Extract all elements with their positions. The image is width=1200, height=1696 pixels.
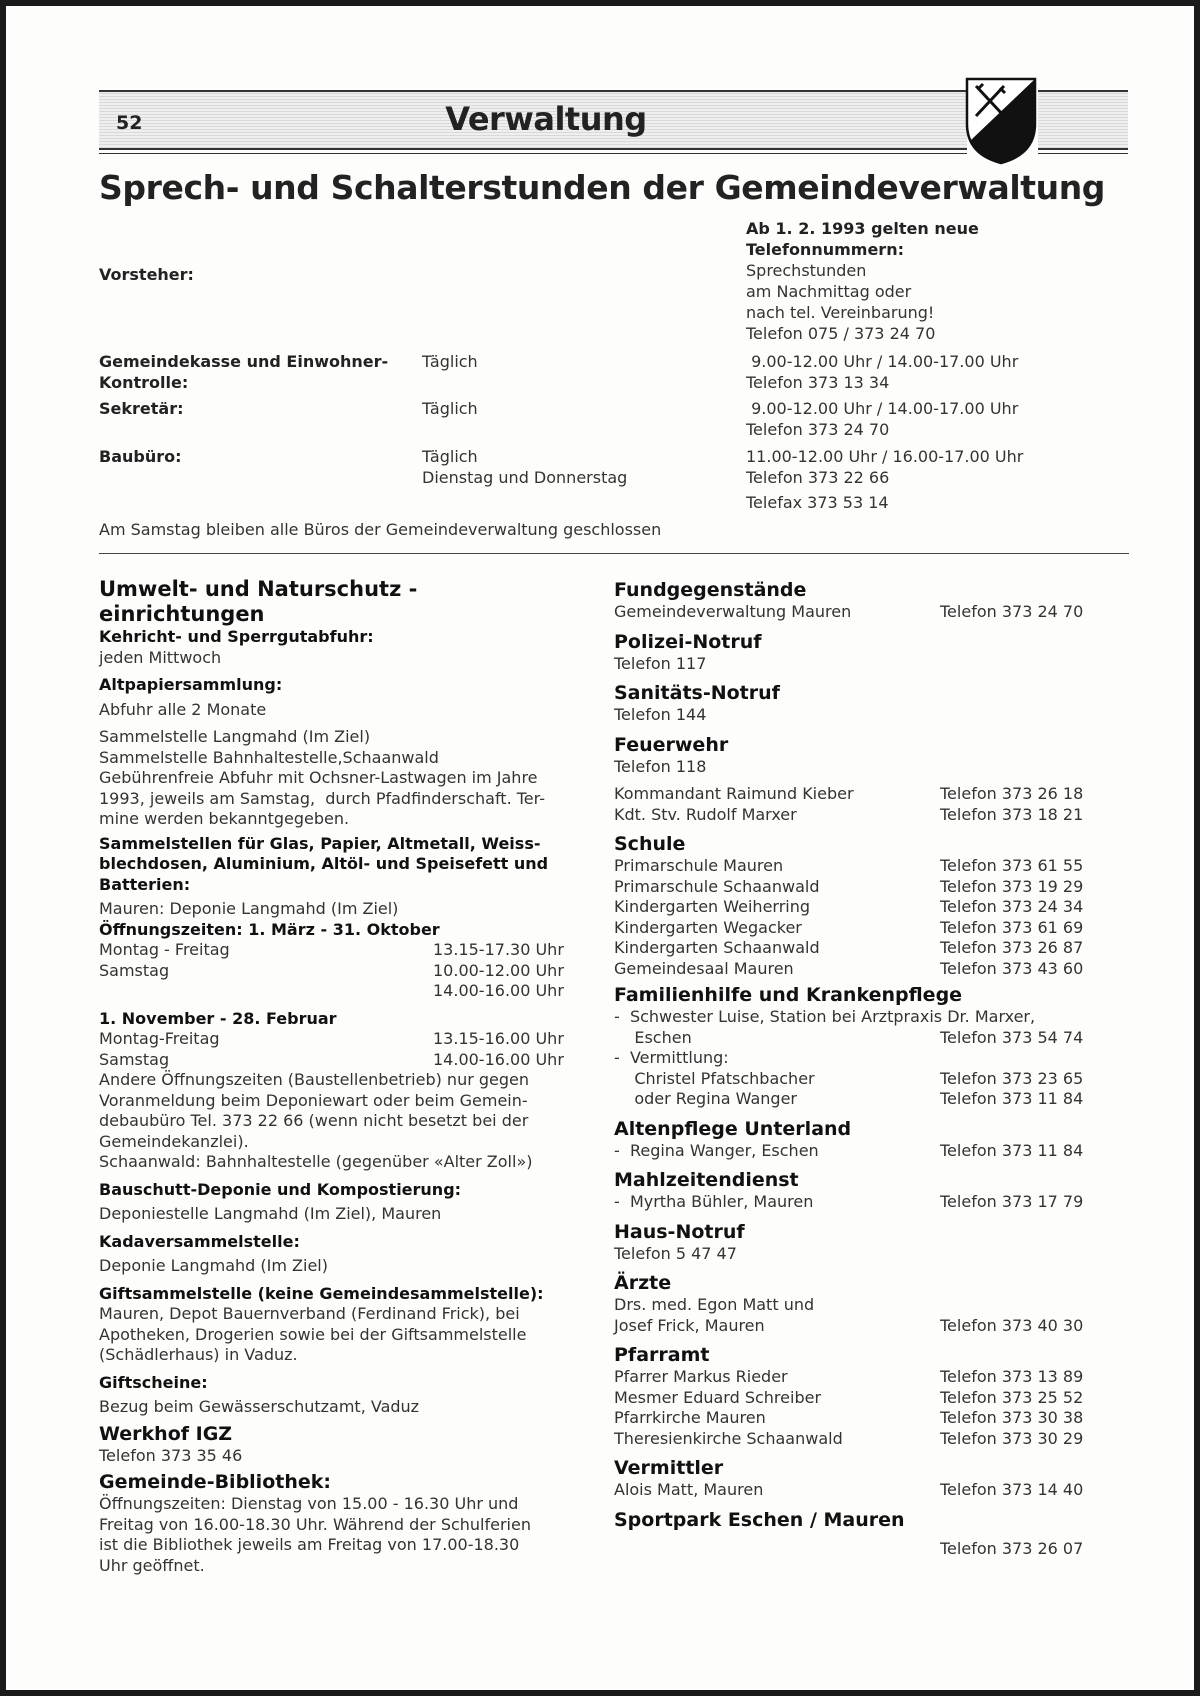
oeffnung-row xyxy=(99,981,569,1002)
aerzte-heading: Ärzte xyxy=(614,1272,672,1294)
contact-row xyxy=(614,1408,1134,1429)
bau-fax: Telefax 373 53 14 xyxy=(746,493,889,512)
bibliothek-line-1: Öffnungszeiten: Dienstag von 15.00 - 16.30 Uhr und xyxy=(99,1494,519,1513)
contact-row xyxy=(614,856,1134,877)
right-column xyxy=(614,578,1134,1559)
municipal-crest-icon xyxy=(964,76,1038,166)
contact-name: Alois Matt, Mauren xyxy=(614,1480,764,1499)
oeffnung-day xyxy=(99,981,433,1002)
hausnotruf-heading: Haus-Notruf xyxy=(614,1220,745,1243)
contact-row xyxy=(614,938,1134,959)
kehricht-text: jeden Mittwoch xyxy=(99,647,222,667)
oeffnung-time: 14.00-16.00 Uhr xyxy=(433,981,564,1000)
contact-phone: Telefon 373 40 30 xyxy=(940,1315,1084,1335)
contact-phone: Telefon 373 30 29 xyxy=(940,1428,1084,1448)
giftscheine-text: Bezug beim Gewässerschutzamt, Vaduz xyxy=(99,1397,420,1416)
page-number: 52 xyxy=(116,112,143,134)
sek-tel: Telefon 373 24 70 xyxy=(746,420,890,439)
gift-line-1: Mauren, Depot Bauernverband (Ferdinand Frick), bei xyxy=(99,1304,520,1323)
contact-row xyxy=(614,918,1134,939)
sammel-line-2: Sammelstelle Bahnhaltestelle,Schaanwald xyxy=(99,747,439,767)
contact-row xyxy=(614,1388,1134,1409)
contact-phone: Telefon 373 11 84 xyxy=(940,1089,1084,1108)
section-divider xyxy=(99,553,1129,554)
contact-phone: Telefon 373 23 65 xyxy=(940,1068,1084,1088)
feuerwehr-heading: Feuerwehr xyxy=(614,733,729,756)
contact-name xyxy=(614,1539,940,1560)
oeffnung-heading-1: Öffnungszeiten: 1. März - 31. Oktober xyxy=(99,919,440,939)
contact-row xyxy=(614,1089,1134,1110)
oeffnung-row xyxy=(99,940,569,961)
sammel-line-5: mine werden bekanntgegeben. xyxy=(99,809,350,828)
glas-heading-3: Batterien: xyxy=(99,874,191,894)
gift-line-3: (Schädlerhaus) in Vaduz. xyxy=(99,1345,298,1364)
left-column xyxy=(99,577,569,1576)
bibliothek-heading: Gemeinde-Bibliothek: xyxy=(99,1471,331,1493)
oeffnung-day: Samstag xyxy=(99,960,170,980)
altenpflege-heading: Altenpflege Unterland xyxy=(614,1117,852,1140)
notice-line-1: Sprechstunden xyxy=(746,261,867,280)
kasse-tel: Telefon 373 13 34 xyxy=(746,373,890,392)
bau-day-1: Täglich xyxy=(422,447,478,466)
contact-phone: Telefon 373 61 69 xyxy=(940,917,1084,937)
familienhilfe-heading: Familienhilfe und Krankenpflege xyxy=(614,984,963,1006)
fund-heading: Fundgegenstände xyxy=(614,579,807,601)
contact-row xyxy=(614,877,1134,898)
bau-time: 11.00-12.00 Uhr / 16.00-17.00 Uhr xyxy=(746,447,1024,466)
contact-name: Eschen xyxy=(614,1027,692,1047)
bauschutt-text: Deponiestelle Langmahd (Im Ziel), Mauren xyxy=(99,1204,442,1223)
contact-row xyxy=(614,1141,1134,1162)
bibliothek-line-2: Freitag von 16.00-18.30 Uhr. Während der Schulferien xyxy=(99,1514,531,1534)
bibliothek-line-3: ist die Bibliothek jeweils am Freitag von 17.00-18.30 xyxy=(99,1535,520,1554)
werkhof-heading: Werkhof IGZ xyxy=(99,1422,233,1445)
andere-line-1: Andere Öffnungszeiten (Baustellenbetrieb) nur gegen xyxy=(99,1070,530,1089)
contact-name: Kdt. Stv. Rudolf Marxer xyxy=(614,804,797,824)
notice-line-2: am Nachmittag oder xyxy=(746,282,912,301)
aerzte-text: Drs. med. Egon Matt und xyxy=(614,1295,815,1314)
oeffnung-time: 13.15-16.00 Uhr xyxy=(433,1029,564,1048)
contact-phone: Telefon 373 11 84 xyxy=(940,1140,1084,1160)
label-sekretaer: Sekretär: xyxy=(99,399,184,418)
contact-row xyxy=(614,784,1134,805)
contact-name: Pfarrer Markus Rieder xyxy=(614,1367,788,1386)
kasse-time: 9.00-12.00 Uhr / 14.00-17.00 Uhr xyxy=(746,352,1019,371)
gift-heading: Giftsammelstelle (keine Gemeindesammelstelle): xyxy=(99,1283,544,1303)
contact-name: Josef Frick, Mauren xyxy=(614,1315,765,1335)
contact-name: - Vermittlung: xyxy=(614,1048,729,1067)
sammel-line-4: 1993, jeweils am Samstag, durch Pfadfinderschaft. Ter- xyxy=(99,788,545,808)
kehricht-heading: Kehricht- und Sperrgutabfuhr: xyxy=(99,627,374,646)
contact-phone: Telefon 373 24 34 xyxy=(940,897,1084,916)
contact-phone: Telefon 373 26 87 xyxy=(940,938,1084,957)
contact-row xyxy=(614,602,1134,623)
contact-phone: Telefon 373 54 74 xyxy=(940,1027,1084,1047)
bau-tel: Telefon 373 22 66 xyxy=(746,468,890,487)
oeffnung-row xyxy=(99,961,569,982)
notice-heading-2: Telefonnummern: xyxy=(746,240,904,259)
altpapier-text: Abfuhr alle 2 Monate xyxy=(99,699,267,719)
contact-row xyxy=(614,1069,1134,1090)
page-title: Sprech- und Schalterstunden der Gemeindeverwaltung xyxy=(99,168,1106,207)
contact-row xyxy=(614,1028,1134,1049)
feuerwehr-phone: Telefon 118 xyxy=(614,756,707,776)
contact-phone: Telefon 373 18 21 xyxy=(940,804,1084,824)
andere-line-5: Schaanwald: Bahnhaltestelle (gegenüber «Alter Zoll») xyxy=(99,1152,533,1171)
andere-line-4: Gemeindekanzlei). xyxy=(99,1131,249,1151)
contact-name: - Regina Wanger, Eschen xyxy=(614,1140,819,1160)
section-title: Verwaltung xyxy=(445,100,647,138)
polizei-heading: Polizei-Notruf xyxy=(614,630,762,653)
bau-day-2: Dienstag und Donnerstag xyxy=(422,468,628,487)
andere-line-3: debaubüro Tel. 373 22 66 (wenn nicht besetzt bei der xyxy=(99,1111,529,1130)
kasse-day: Täglich xyxy=(422,352,478,371)
contact-row xyxy=(614,1192,1134,1213)
contact-phone: Telefon 373 61 55 xyxy=(940,856,1084,875)
bauschutt-heading: Bauschutt-Deponie und Kompostierung: xyxy=(99,1179,462,1199)
familienhilfe-line-1: - Schwester Luise, Station bei Arztpraxis Dr. Marxer, xyxy=(614,1007,1036,1026)
kadaver-heading: Kadaversammelstelle: xyxy=(99,1231,300,1251)
header-rule-bottom-thin xyxy=(99,153,967,154)
contact-phone: Telefon 373 24 70 xyxy=(940,602,1084,621)
contact-row xyxy=(614,1429,1134,1450)
oeffnung-row xyxy=(99,1029,569,1050)
label-baubuero: Baubüro: xyxy=(99,447,182,466)
contact-row xyxy=(614,1539,1134,1560)
contact-row xyxy=(614,959,1134,980)
umwelt-heading-2: einrichtungen xyxy=(99,602,265,626)
andere-line-2: Voranmeldung beim Deponiewart oder beim Gemein- xyxy=(99,1090,528,1110)
schule-heading: Schule xyxy=(614,833,686,855)
hausnotruf-phone: Telefon 5 47 47 xyxy=(614,1243,737,1263)
notice-heading-1: Ab 1. 2. 1993 gelten neue xyxy=(746,219,979,238)
contact-name: Kommandant Raimund Kieber xyxy=(614,784,854,803)
contact-name: Primarschule Schaanwald xyxy=(614,876,820,896)
sammel-line-3: Gebührenfreie Abfuhr mit Ochsner-Lastwagen im Jahre xyxy=(99,768,538,787)
oeffnung-time: 14.00-16.00 Uhr xyxy=(433,1049,564,1069)
giftscheine-heading: Giftscheine: xyxy=(99,1372,208,1392)
oeffnung-day: Montag - Freitag xyxy=(99,940,230,959)
header-rule-bottom xyxy=(99,148,967,150)
label-vorsteher: Vorsteher: xyxy=(99,265,194,284)
contact-phone: Telefon 373 17 79 xyxy=(940,1192,1084,1211)
contact-name: Christel Pfatschbacher xyxy=(614,1068,815,1088)
contact-phone: Telefon 373 30 38 xyxy=(940,1408,1084,1427)
sportpark-heading: Sportpark Eschen / Mauren xyxy=(614,1508,905,1531)
werkhof-text: Telefon 373 35 46 xyxy=(99,1445,243,1465)
header-rule-bottom-right xyxy=(1038,148,1128,150)
sek-day: Täglich xyxy=(422,399,478,418)
oeffnung-heading-2: 1. November - 28. Februar xyxy=(99,1008,337,1028)
contact-phone: Telefon 373 26 18 xyxy=(940,784,1084,803)
contact-name: Theresienkirche Schaanwald xyxy=(614,1428,843,1448)
contact-name: Kindergarten Weiherring xyxy=(614,897,811,916)
altpapier-heading: Altpapiersammlung: xyxy=(99,675,283,694)
bibliothek-line-4: Uhr geöffnet. xyxy=(99,1555,205,1575)
contact-phone: Telefon 373 43 60 xyxy=(940,958,1084,978)
contact-name: Kindergarten Schaanwald xyxy=(614,938,820,957)
contact-row xyxy=(614,897,1134,918)
sammel-line-1: Sammelstelle Langmahd (Im Ziel) xyxy=(99,727,371,746)
contact-row xyxy=(614,1048,1134,1069)
sanitaet-phone: Telefon 144 xyxy=(614,705,707,724)
oeffnung-day: Montag-Freitag xyxy=(99,1029,220,1048)
oeffnung-row xyxy=(99,1050,569,1071)
contact-phone: Telefon 373 19 29 xyxy=(940,876,1084,896)
header-rule-bottom-thin-right xyxy=(1038,153,1128,154)
contact-row xyxy=(614,805,1134,826)
contact-phone: Telefon 373 13 89 xyxy=(940,1367,1084,1386)
contact-name: Mesmer Eduard Schreiber xyxy=(614,1387,822,1407)
contact-row xyxy=(614,1480,1134,1501)
label-kontrolle: Kontrolle: xyxy=(99,373,189,392)
gift-line-2: Apotheken, Drogerien sowie bei der Giftsammelstelle xyxy=(99,1324,527,1344)
notice-line-3: nach tel. Vereinbarung! xyxy=(746,303,935,322)
sek-time: 9.00-12.00 Uhr / 14.00-17.00 Uhr xyxy=(746,399,1019,418)
contact-name: Gemeindesaal Mauren xyxy=(614,958,794,978)
contact-name: - Myrtha Bühler, Mauren xyxy=(614,1192,814,1211)
glas-heading-2: blechdosen, Aluminium, Altöl- und Speisefett und xyxy=(99,854,549,873)
contact-name: Pfarrkirche Mauren xyxy=(614,1408,766,1427)
mahlzeiten-heading: Mahlzeitendienst xyxy=(614,1169,799,1191)
kadaver-text: Deponie Langmahd (Im Ziel) xyxy=(99,1256,328,1275)
header-band-right xyxy=(1038,92,1128,148)
notice-line-4: Telefon 075 / 373 24 70 xyxy=(746,324,936,343)
umwelt-heading-1: Umwelt- und Naturschutz - xyxy=(99,577,418,601)
polizei-phone: Telefon 117 xyxy=(614,653,707,673)
oeffnung-time: 13.15-17.30 Uhr xyxy=(433,940,564,959)
contact-name: Kindergarten Wegacker xyxy=(614,917,802,937)
glas-text: Mauren: Deponie Langmahd (Im Ziel) xyxy=(99,899,399,918)
contact-row xyxy=(614,1367,1134,1388)
oeffnung-day: Samstag xyxy=(99,1049,170,1069)
sanitaet-heading: Sanitäts-Notruf xyxy=(614,682,780,704)
contact-name: oder Regina Wanger xyxy=(614,1089,797,1108)
page xyxy=(6,6,1194,1690)
closed-notice: Am Samstag bleiben alle Büros der Gemeindeverwaltung geschlossen xyxy=(99,520,662,539)
contact-name: Gemeindeverwaltung Mauren xyxy=(614,602,852,621)
contact-phone: Telefon 373 26 07 xyxy=(940,1538,1084,1558)
glas-heading-1: Sammelstellen für Glas, Papier, Altmetall, Weiss- xyxy=(99,833,541,853)
contact-name: Primarschule Mauren xyxy=(614,856,784,875)
contact-phone xyxy=(940,1048,1134,1069)
label-gemeindekasse: Gemeindekasse und Einwohner- xyxy=(99,352,389,371)
oeffnung-time: 10.00-12.00 Uhr xyxy=(433,960,564,980)
pfarramt-heading: Pfarramt xyxy=(614,1344,710,1366)
contact-row xyxy=(614,1316,1134,1337)
contact-phone: Telefon 373 14 40 xyxy=(940,1480,1084,1499)
contact-phone: Telefon 373 25 52 xyxy=(940,1387,1084,1407)
vermittler-heading: Vermittler xyxy=(614,1457,724,1479)
